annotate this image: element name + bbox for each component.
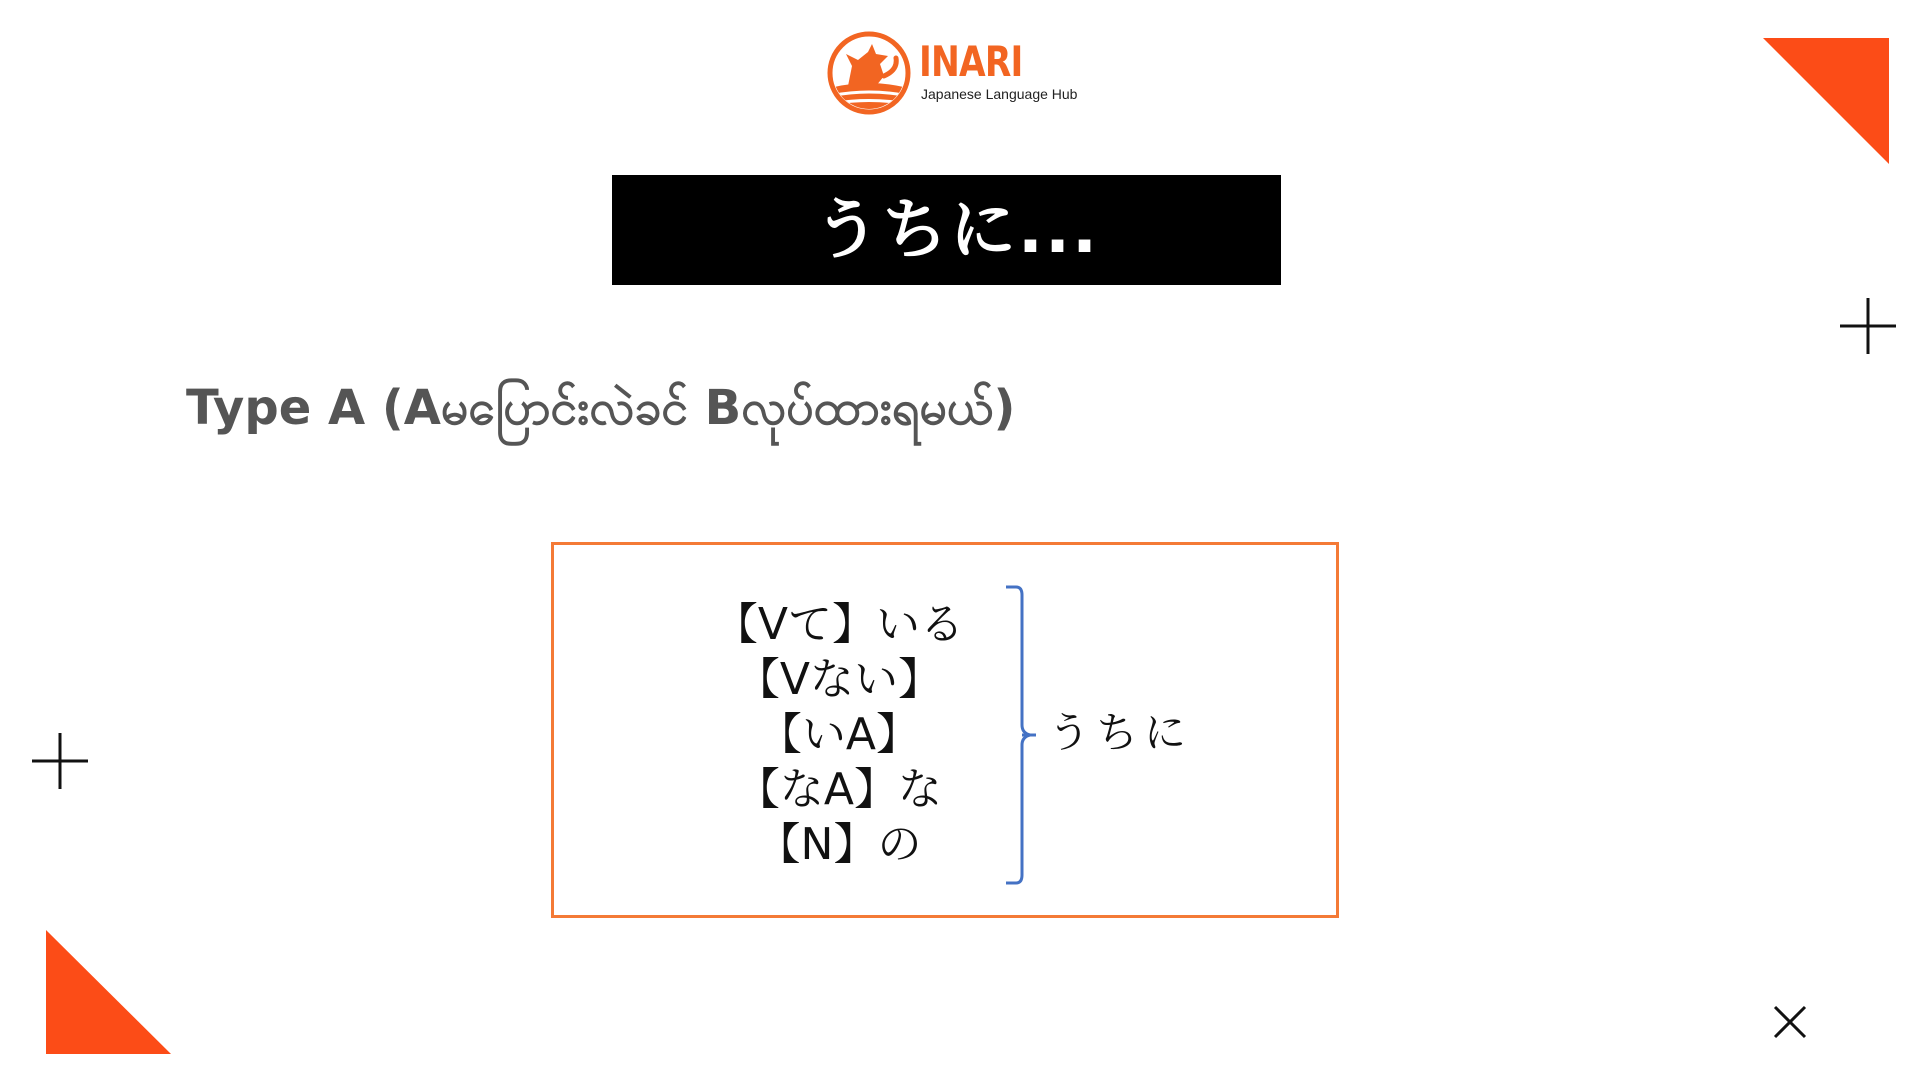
- fox-logo-icon: [826, 30, 912, 116]
- logo-tagline: Japanese Language Hub: [921, 86, 1078, 102]
- form-item: 【Vない】: [735, 654, 943, 705]
- bottom-left-triangle-decoration: [46, 930, 171, 1054]
- type-heading: Type A (Aမပြောင်းလဲခင် Bလုပ်ထားရမယ်): [186, 380, 1016, 436]
- plus-icon: [30, 731, 90, 791]
- inari-logo: [826, 30, 1086, 116]
- form-item: 【N】の: [756, 819, 922, 870]
- form-item: 【Vて】いる: [713, 599, 965, 650]
- right-brace-icon: [1000, 583, 1040, 887]
- top-right-triangle-decoration: [1763, 38, 1889, 164]
- form-item: 【いA】: [757, 709, 921, 760]
- form-item: 【なA】な: [735, 764, 943, 815]
- close-icon: [1772, 1004, 1808, 1040]
- logo-name: INARI: [919, 37, 1023, 86]
- result-text: うちに: [1048, 708, 1193, 757]
- grammar-pattern-box: [551, 542, 1339, 918]
- form-list: [704, 597, 974, 872]
- plus-icon: [1838, 296, 1898, 356]
- page-title: うちに...: [813, 191, 1100, 268]
- title-bar: [612, 175, 1281, 285]
